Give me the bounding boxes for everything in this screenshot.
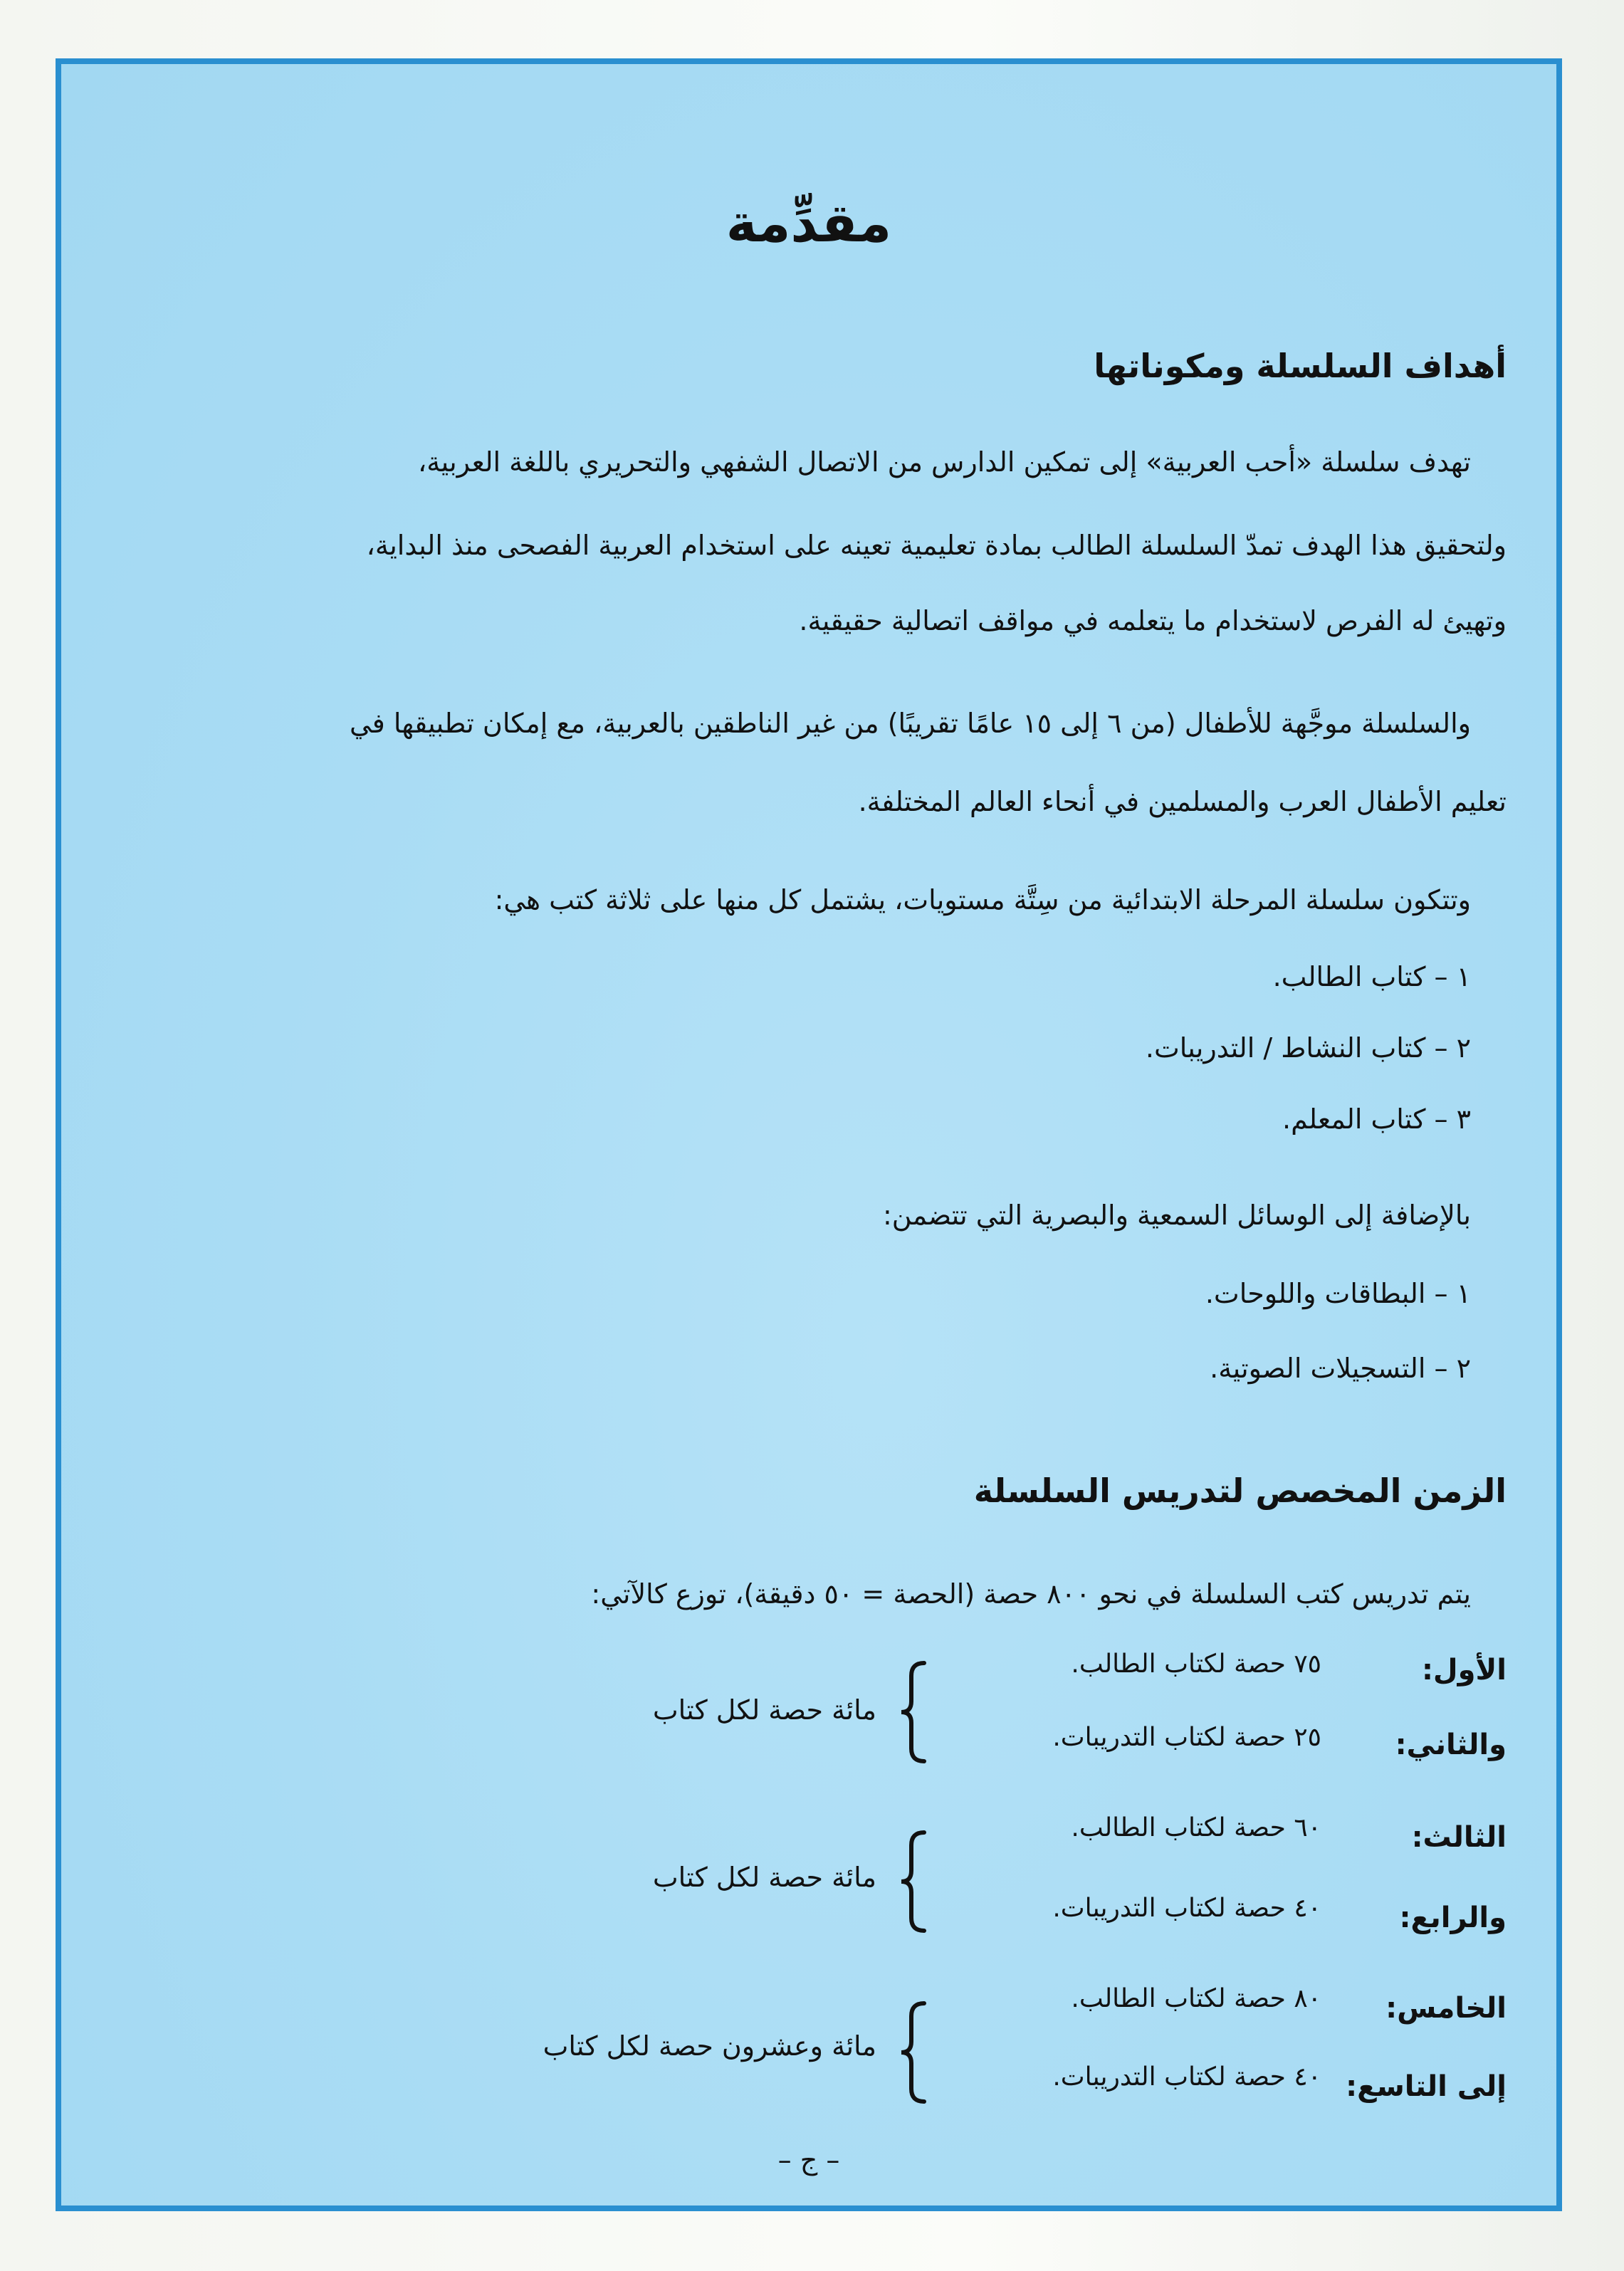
content-frame	[56, 58, 1562, 2211]
schedule-item: ٢٥ حصة لكتاب التدريبات.	[1052, 1723, 1321, 1752]
schedule-item: ٤٠ حصة لكتاب التدريبات.	[1052, 2062, 1321, 2092]
brace-icon	[897, 1999, 930, 2106]
list-item-book: ١ – كتاب الطالب.	[1272, 961, 1471, 992]
schedule-group-note: مائة حصة لكل كتاب	[652, 1694, 876, 1726]
schedule-level-label: الثالث:	[1411, 1821, 1507, 1854]
page-title: مقدِّمة	[725, 193, 892, 254]
page-number: – ج –	[777, 2144, 840, 2176]
list-item-aid: ١ – البطاقات واللوحات.	[1205, 1278, 1471, 1309]
paragraph-line: تعليم الأطفال العرب والمسلمين في أنحاء العالم المختلفة.	[858, 786, 1507, 817]
paragraph-line: يتم تدريس كتب السلسلة في نحو ٨٠٠ حصة (الحصة = ٥٠ دقيقة)، توزع كالآتي:	[591, 1578, 1471, 1610]
paragraph-line: وتهيئ له الفرص لاستخدام ما يتعلمه في مواقف اتصالية حقيقية.	[799, 605, 1507, 636]
schedule-group-note: مائة حصة لكل كتاب	[652, 1862, 876, 1893]
paragraph-line: والسلسلة موجَّهة للأطفال (من ٦ إلى ١٥ عامًا تقريبًا) من غير الناطقين بالعربية، مع إمكان تطبيقها في	[349, 708, 1471, 739]
paragraph-line: تهدف سلسلة «أحب العربية» إلى تمكين الدارس من الاتصال الشفهي والتحريري باللغة العربية،	[417, 446, 1471, 478]
brace-icon	[897, 1828, 930, 1935]
schedule-level-label: والرابع:	[1399, 1902, 1507, 1934]
brace-icon	[897, 1659, 930, 1766]
schedule-group-note: مائة وعشرون حصة لكل كتاب	[543, 2030, 876, 2062]
schedule-item: ٤٠ حصة لكتاب التدريبات.	[1052, 1894, 1321, 1923]
list-item-book: ٣ – كتاب المعلم.	[1282, 1103, 1471, 1135]
list-item-aid: ٢ – التسجيلات الصوتية.	[1210, 1353, 1471, 1384]
schedule-level-label: إلى التاسع:	[1346, 2070, 1507, 2103]
section-heading-time: الزمن المخصص لتدريس السلسلة	[973, 1472, 1507, 1510]
section-heading-goals: أهداف السلسلة ومكوناتها	[1094, 347, 1507, 385]
schedule-item: ٦٠ حصة لكتاب الطالب.	[1071, 1813, 1321, 1842]
paragraph-line: وتتكون سلسلة المرحلة الابتدائية من سِتَّة مستويات، يشتمل كل منها على ثلاثة كتب هي:	[494, 884, 1471, 916]
paragraph-line: بالإضافة إلى الوسائل السمعية والبصرية التي تتضمن:	[883, 1200, 1471, 1231]
schedule-level-label: الأول:	[1421, 1654, 1507, 1687]
schedule-item: ٨٠ حصة لكتاب الطالب.	[1071, 1984, 1321, 2013]
schedule-level-label: والثاني:	[1395, 1729, 1507, 1761]
schedule-level-label: الخامس:	[1385, 1992, 1507, 2025]
paragraph-line: ولتحقيق هذا الهدف تمدّ السلسلة الطالب بمادة تعليمية تعينه على استخدام العربية الفصحى منذ البداية،	[366, 530, 1507, 561]
schedule-item: ٧٥ حصة لكتاب الطالب.	[1071, 1650, 1321, 1679]
list-item-book: ٢ – كتاب النشاط / التدريبات.	[1145, 1032, 1471, 1064]
